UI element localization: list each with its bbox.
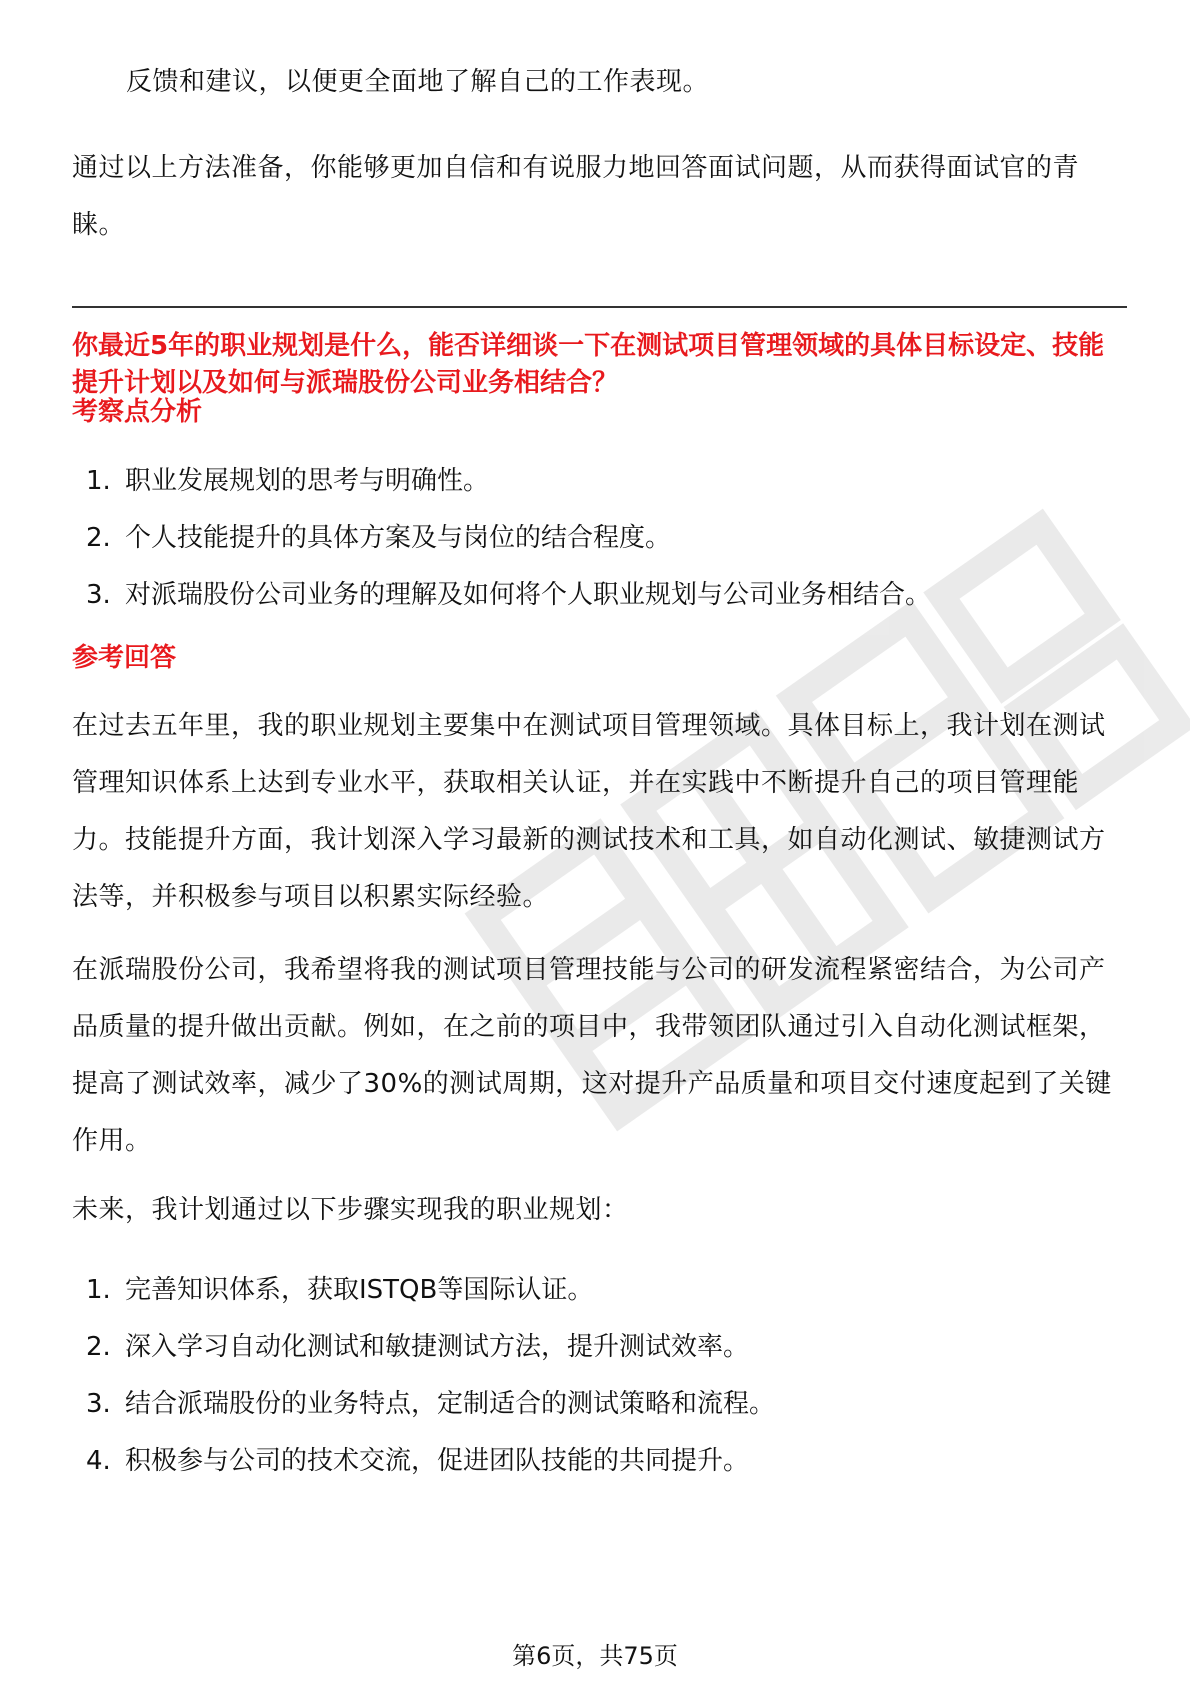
list-item: 3. 结合派瑞股份的业务特点，定制适合的测试策略和流程。 [86,1389,776,1419]
answer-paragraph-1: 在过去五年里，我的职业规划主要集中在测试项目管理领域。具体目标上，我计划在测试管理知识体系上达到专业水平，获取相关认证，并在实践中不断提升自己的项目管理能力。技能提升方面，我计划深入学习最新的测试技术和工具，如自动化测试、敏捷测试方法等，并积极参与项目以积累实际经验。 [72,711,1106,912]
continuation-text: 反馈和建议，以便更全面地了解自己的工作表现。 [126,67,710,97]
answer-paragraph-3: 未来，我计划通过以下步骤实现我的职业规划： [72,1195,629,1225]
section-divider [72,306,1127,308]
list-item: 1. 完善知识体系，获取ISTQB等国际认证。 [86,1275,594,1305]
list-item: 4. 积极参与公司的技术交流，促进团队技能的共同提升。 [86,1446,750,1476]
page-number: 第6页，共75页 [512,1642,678,1670]
analysis-title: 考察点分析 [72,397,203,427]
answer-paragraph-2: 在派瑞股份公司，我希望将我的测试项目管理技能与公司的研发流程紧密结合，为公司产品质量的提升做出贡献。例如，在之前的项目中，我带领团队通过引入自动化测试框架，提高了测试效率，减少了30%的测试周期，这对提升产品质量和项目交付速度起到了关键作用。 [72,955,1112,1156]
list-item: 1. 职业发展规划的思考与明确性。 [86,466,490,496]
list-item: 3. 对派瑞股份公司业务的理解及如何将个人职业规划与公司业务相结合。 [86,580,932,610]
question-heading: 你最近5年的职业规划是什么，能否详细谈一下在测试项目管理领域的具体目标设定、技能提升计划以及如何与派瑞股份公司业务相结合？ [72,331,1105,398]
steps-list [72,1262,1127,1490]
list-item: 2. 个人技能提升的具体方案及与岗位的结合程度。 [86,523,672,553]
reference-title: 参考回答 [72,643,177,673]
analysis-list [72,453,1127,624]
intro-paragraph: 通过以上方法准备，你能够更加自信和有说服力地回答面试问题，从而获得面试官的青睐。 [72,153,1080,240]
list-item: 2. 深入学习自动化测试和敏捷测试方法，提升测试效率。 [86,1332,750,1362]
